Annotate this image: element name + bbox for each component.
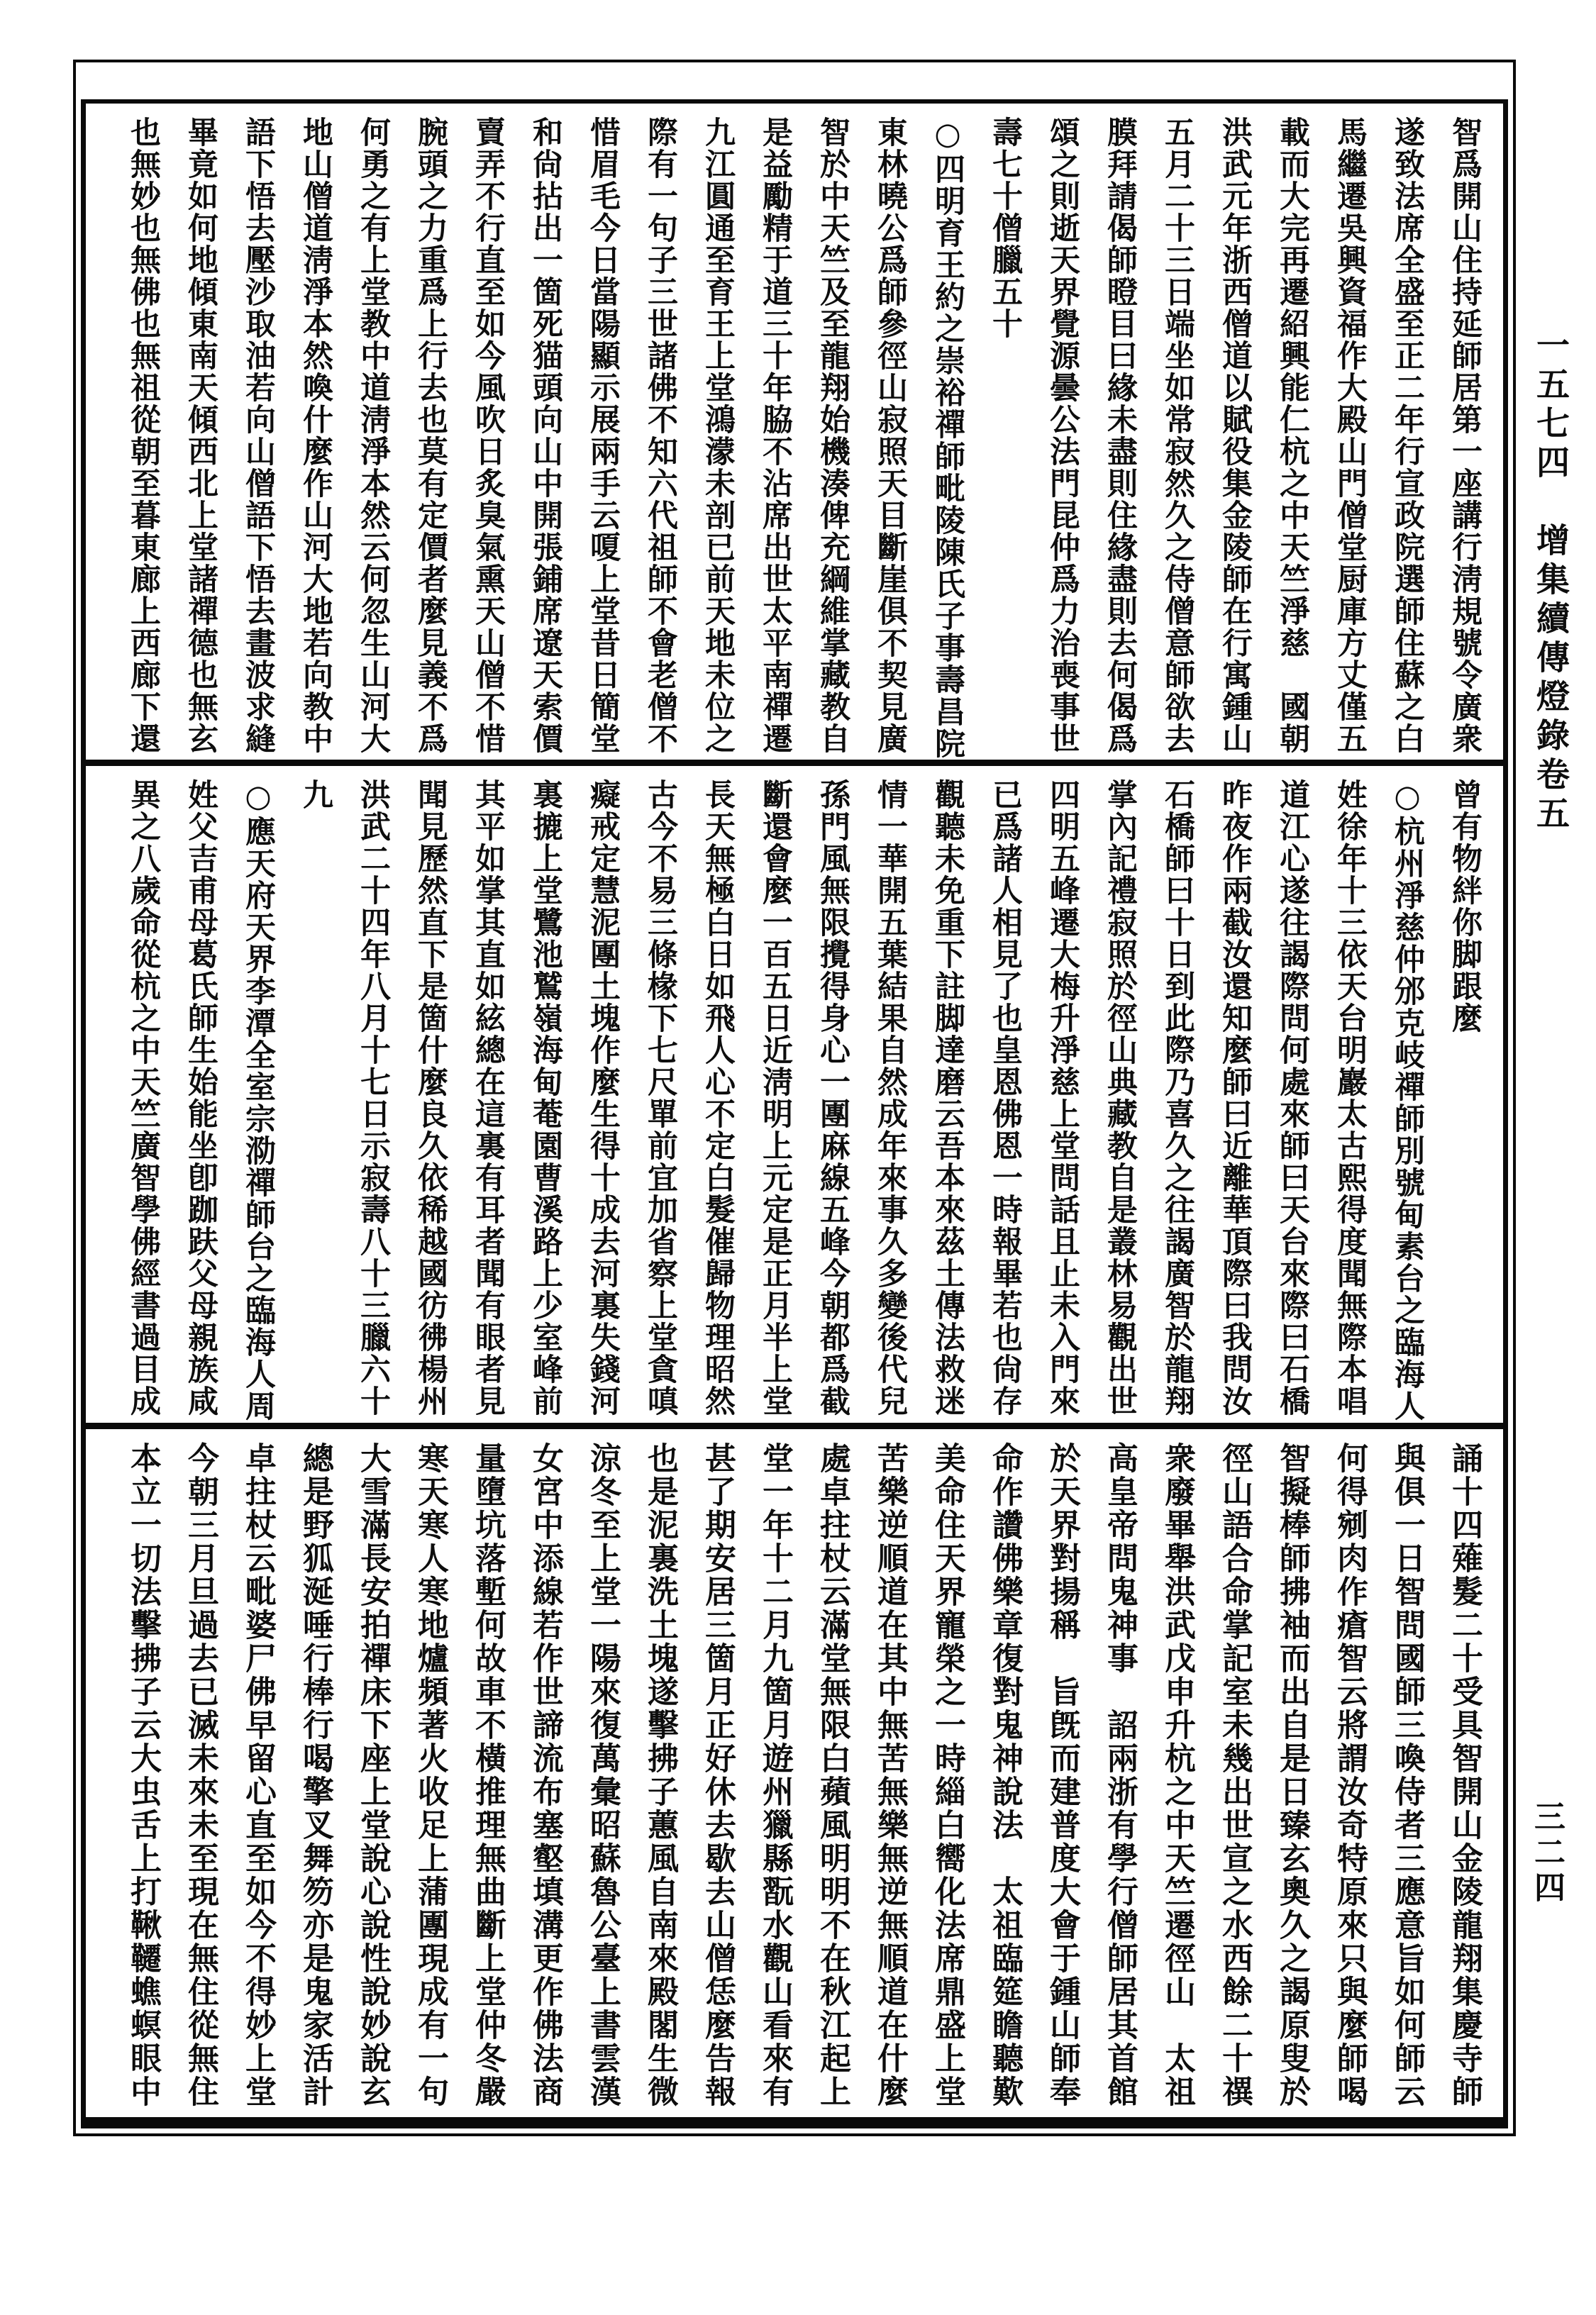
- text-column: 智擬棒師拂袖而出自是日臻玄奧久之謁原叟於: [1274, 1442, 1310, 2109]
- text-column: 已爲諸人相見了也皇恩佛恩一時報畢若也尙存: [987, 779, 1023, 1417]
- text-column: 馬繼遷吳興資福作大殿山門僧堂厨庫方丈僅五: [1332, 116, 1368, 755]
- text-column: 甚了期安居三箇月正好休去歇去山僧恁麼告報: [699, 1442, 736, 2109]
- text-column: 地山僧道淸淨本然喚什麼作山河大地若向教中: [298, 116, 333, 755]
- text-column: 異之八歲命從杭之中天竺廣智學佛經書過目成: [126, 779, 161, 1417]
- text-column: 石橋師曰十日到此際乃喜久之往謁廣智於龍翔: [1160, 779, 1195, 1417]
- text-column: 情一華開五葉結果自然成年來事久多變後代兒: [872, 779, 908, 1417]
- text-column: 命作讚佛樂章復對鬼神說法 太祖臨筵瞻聽歎: [987, 1442, 1023, 2109]
- text-column: 東林曉公爲師參徑山寂照天目斷崖俱不契見廣: [872, 116, 908, 755]
- text-column: 總是野狐涎唾行棒行喝擎叉舞笏亦是鬼家活計: [297, 1442, 333, 2109]
- text-column: 徑山語合命掌記室未幾出世宣之水西餘二十禩: [1217, 1442, 1253, 2109]
- text-column: 九: [298, 779, 333, 811]
- text-column: 也是泥裏洗土塊遂擊拂子蕙風自南來殿閣生微: [642, 1442, 678, 2109]
- text-column: 曾有物絆你脚跟麼: [1447, 779, 1483, 1034]
- text-column: 處卓拄杖云滿堂無限白蘋風明明不在秋江起上: [814, 1442, 850, 2109]
- text-column: 苦樂逆順道在其中無苦無樂無逆無順道在什麼: [872, 1442, 908, 2109]
- text-column: 頌之則逝天界覺源曇公法門昆仲爲力治喪事世: [1045, 116, 1080, 755]
- text-column: 洪武元年浙西僧道以賦役集金陵師在行寓鍾山: [1217, 116, 1253, 755]
- margin-folio-number: 三二四: [1529, 1800, 1565, 1906]
- text-column: 掌內記禮寂照於徑山典藏教自是叢林易觀出世: [1102, 779, 1138, 1417]
- text-column: 涼冬至上堂一陽來復萬彙昭蘇魯公臺上書雲漢: [584, 1442, 621, 2109]
- text-column: 誦十四薙髮二十受具智開山金陵龍翔集慶寺師: [1446, 1442, 1483, 2109]
- text-column: 寒天寒人寒地爐頻著火收足上蒲團現成有一句: [412, 1442, 448, 2109]
- text-column: 與俱一日智問國師三喚侍者三應意旨如何師云: [1389, 1442, 1425, 2109]
- text-column: 裏摝上堂鷺池鷲嶺海甸菴園曹溪路上少室峰前: [528, 779, 563, 1417]
- text-band-middle: [86, 760, 1503, 1423]
- margin-page-and-title-label: 一五七四 增集續傳燈錄卷五: [1531, 328, 1570, 835]
- text-band-top: [86, 104, 1503, 760]
- text-column: 惜眉毛今日當陽顯示展兩手云嗄上堂昔日簡堂: [585, 116, 621, 755]
- text-column: 大雪滿長安拍禪床下座上堂說心說性說妙說玄: [355, 1442, 391, 2109]
- text-column: 卓拄杖云毗婆尸佛早留心直至如今不得妙上堂: [240, 1442, 276, 2109]
- text-column: 載而大完再遷紹興能仁杭之中天竺淨慈 國朝: [1275, 116, 1310, 755]
- text-column: 和尙拈出一箇死猫頭向山中開張鋪席遼天索價: [528, 116, 563, 755]
- text-column: 何得剜肉作瘡智云將謂汝奇特原來只與麼師喝: [1331, 1442, 1368, 2109]
- text-column: 孫門風無限攪得身心一團麻線五峰今朝都爲截: [815, 779, 850, 1417]
- text-column: 昨夜作兩截汝還知麼師曰近離華頂際曰我問汝: [1217, 779, 1253, 1417]
- text-column: 道江心遂往謁際問何處來師曰天台來際曰石橋: [1275, 779, 1310, 1417]
- text-column: 美命住天界寵榮之一時緇白嚮化法席鼎盛上堂: [929, 1442, 965, 2109]
- text-column: 遂致法席全盛至正二年行宣政院選師住蘇之白: [1390, 116, 1425, 755]
- text-column: 於天界對揚稱 旨旣而建普度大會于鍾山師奉: [1044, 1442, 1080, 2109]
- text-column: 姓父吉甫母葛氏師生始能坐卽跏趺父母親族咸: [183, 779, 218, 1417]
- text-column: 觀聽未免重下註脚達磨云吾本來茲土傳法救迷: [930, 779, 965, 1417]
- text-column: ○應天府天界李潭全室宗泐禪師台之臨海人周: [240, 779, 276, 1422]
- text-column: 五月二十三日端坐如常寂然久之侍僧意師欲去: [1160, 116, 1195, 755]
- text-column: 腕頭之力重爲上行去也莫有定價者麼見義不爲: [413, 116, 448, 755]
- text-column: 衆廢畢舉洪武戊申升杭之中天竺遷徑山 太祖: [1159, 1442, 1195, 2109]
- text-column: 智於中天竺及至龍翔始機湊俾充綱維掌藏教自: [815, 116, 850, 755]
- text-column: 癡戒定慧泥團土塊作麼生得十成去河裏失錢河: [585, 779, 621, 1417]
- text-column: 古今不易三條椽下七尺單前宜加省察上堂貪嗔: [643, 779, 678, 1417]
- text-column: 際有一句子三世諸佛不知六代祖師不會老僧不: [643, 116, 678, 755]
- text-column: 今朝三月旦過去已滅未來未至現在無住從無住: [182, 1442, 218, 2109]
- page-frame: [73, 60, 1516, 2136]
- text-column: 九江圓通至育王上堂鴻濛未剖已前天地未位之: [700, 116, 736, 755]
- text-column: ○杭州淨慈仲邠克岐禪師別號甸素台之臨海人: [1390, 779, 1425, 1422]
- text-column: 語下悟去壓沙取油若向山僧語下悟去畫波求縫: [240, 116, 276, 755]
- text-column: 是益勵精于道三十年脇不沾席出世太平南禪遷: [758, 116, 793, 755]
- text-column: 也無妙也無佛也無祖從朝至暮東廊上西廊下還: [126, 116, 161, 755]
- text-column: 本立一切法擊拂子云大虫舌上打鞦韆蟭螟眼中: [125, 1442, 161, 2109]
- text-column: ○四明育王約之崇裕禪師毗陵陳氏子事壽昌院: [930, 116, 965, 760]
- text-column: 高皇帝問鬼神事 詔兩浙有學行僧師居其首館: [1102, 1442, 1138, 2109]
- text-column: 四明五峰遷大梅升淨慈上堂問話且止未入門來: [1045, 779, 1080, 1417]
- text-column: 堂一年十二月九箇月遊州獵縣翫水觀山看來有: [757, 1442, 793, 2109]
- text-column: 智爲開山住持延師居第一座講行淸規號令廣衆: [1447, 116, 1483, 755]
- text-column: 女宮中添線若作世諦流布塞壑填溝更作佛法商: [527, 1442, 563, 2109]
- page-frame-inner: [81, 99, 1508, 2128]
- text-column: 量墮坑落塹何故車不橫推理無曲斷上堂仲冬嚴: [470, 1442, 506, 2109]
- text-column: 斷還會麼一百五日近淸明上元定是正月半上堂: [758, 779, 793, 1417]
- text-column: 洪武二十四年八月十七日示寂壽八十三臘六十: [355, 779, 391, 1417]
- text-column: 壽七十僧臘五十: [987, 116, 1023, 340]
- text-column: 畢竟如何地傾東南天傾西北上堂諸禪德也無玄: [183, 116, 218, 755]
- text-column: 姓徐年十三依天台明巖太古熙得度聞無際本唱: [1332, 779, 1368, 1417]
- text-column: 長天無極白日如飛人心不定白髮催歸物理昭然: [700, 779, 736, 1417]
- text-column: 膜拜請偈師瞪目曰緣未盡則住緣盡則去何偈爲: [1102, 116, 1138, 755]
- text-column: 聞見歷然直下是箇什麼良久依稀越國彷彿楊州: [413, 779, 448, 1417]
- text-column: 其平如掌其直如絃總在這裏有耳者聞有眼者見: [470, 779, 506, 1417]
- text-band-bottom: [86, 1423, 1503, 2117]
- text-column: 何勇之有上堂教中道淸淨本然云何忽生山河大: [355, 116, 391, 755]
- text-column: 賣弄不行直至如今風吹日炙臭氣熏天山僧不惜: [470, 116, 506, 755]
